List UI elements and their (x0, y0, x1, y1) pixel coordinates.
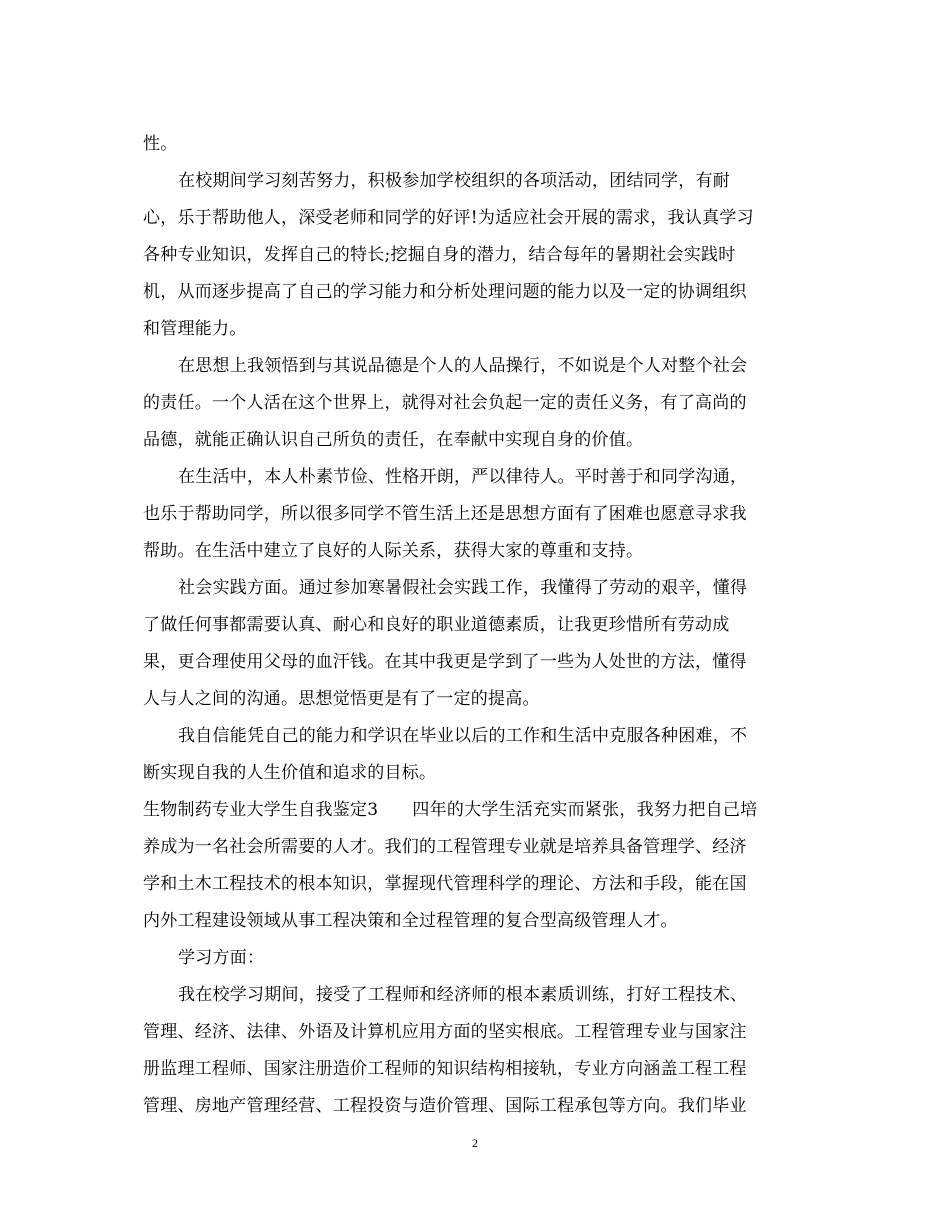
paragraph-line: 管理、经济、法律、外语及计算机应用方面的坚实根底。工程管理专业与国家注 (143, 1022, 747, 1042)
paragraph-line: 帮助。在生活中建立了良好的人际关系，获得大家的尊重和支持。 (143, 541, 644, 561)
paragraph-line: 性。 (143, 134, 178, 154)
subheading-line: 学习方面： (178, 948, 265, 968)
paragraph-line: 在校期间学习刻苦努力，积极参加学校组织的各项活动，团结同学，有耐 (178, 171, 730, 191)
paragraph-line: 人与人之间的沟通。思想觉悟更是有了一定的提高。 (143, 689, 540, 709)
section-title-continuation: 四年的大学生活充实而紧张，我努力把自己培 (412, 800, 758, 820)
paragraph-line: 养成为一名社会所需要的人才。我们的工程管理专业就是培养具备管理学、经济 (143, 837, 747, 857)
paragraph-line: 断实现自我的人生价值和追求的目标。 (143, 763, 437, 783)
paragraph-line: 社会实践方面。通过参加寒暑假社会实践工作，我懂得了劳动的艰辛，懂得 (178, 578, 748, 598)
paragraph-line: 在思想上我领悟到与其说品德是个人的人品操行，不如说是个人对整个社会 (178, 356, 748, 376)
paragraph-line: 品德，就能正确认识自己所负的责任，在奉献中实现自身的价值。 (143, 430, 644, 450)
paragraph-line: 也乐于帮助同学，所以很多同学不管生活上还是思想方面有了困难也愿意寻求我 (143, 504, 747, 524)
paragraph-line: 管理、房地产管理经营、工程投资与造价管理、国际工程承包等方向。我们毕业 (143, 1096, 747, 1116)
page-number: 2 (472, 1136, 478, 1150)
paragraph-line: 内外工程建设领域从事工程决策和全过程管理的复合型高级管理人才。 (143, 911, 678, 931)
paragraph-line: 的责任。一个人活在这个世界上，就得对社会负起一定的责任义务，有了高尚的 (143, 393, 747, 413)
paragraph-line: 学和土木工程技术的根本知识，掌握现代管理科学的理论、方法和手段，能在国 (143, 874, 747, 894)
paragraph-line: 我在校学习期间，接受了工程师和经济师的根本素质训练，打好工程技术、 (178, 985, 748, 1005)
paragraph-line: 册监理工程师、国家注册造价工程师的知识结构相接轨，专业方向涵盖工程工程 (143, 1059, 747, 1079)
paragraph-line: 心，乐于帮助他人，深受老师和同学的好评!为适应社会开展的需求，我认真学习 (143, 208, 754, 228)
paragraph-line: 在生活中，本人朴素节俭、性格开朗，严以律待人。平时善于和同学沟通， (178, 467, 748, 487)
paragraph-line: 我自信能凭自己的能力和学识在毕业以后的工作和生活中克服各种困难，不 (178, 726, 748, 746)
paragraph-line: 各种专业知识，发挥自己的特长;挖掘自身的潜力，结合每年的暑期社会实践时 (143, 245, 736, 265)
section-title-line (143, 799, 757, 821)
paragraph-line: 果，更合理使用父母的血汗钱。在其中我更是学到了一些为人处世的方法，懂得 (143, 652, 747, 672)
paragraph-line: 机，从而逐步提高了自己的学习能力和分析处理问题的能力以及一定的协调组织 (143, 282, 747, 302)
paragraph-line: 了做任何事都需要认真、耐心和良好的职业道德素质，让我更珍惜所有劳动成 (143, 615, 730, 635)
paragraph-line: 和管理能力。 (143, 319, 247, 339)
section-title: 生物制药专业大学生自我鉴定3 (143, 800, 379, 820)
